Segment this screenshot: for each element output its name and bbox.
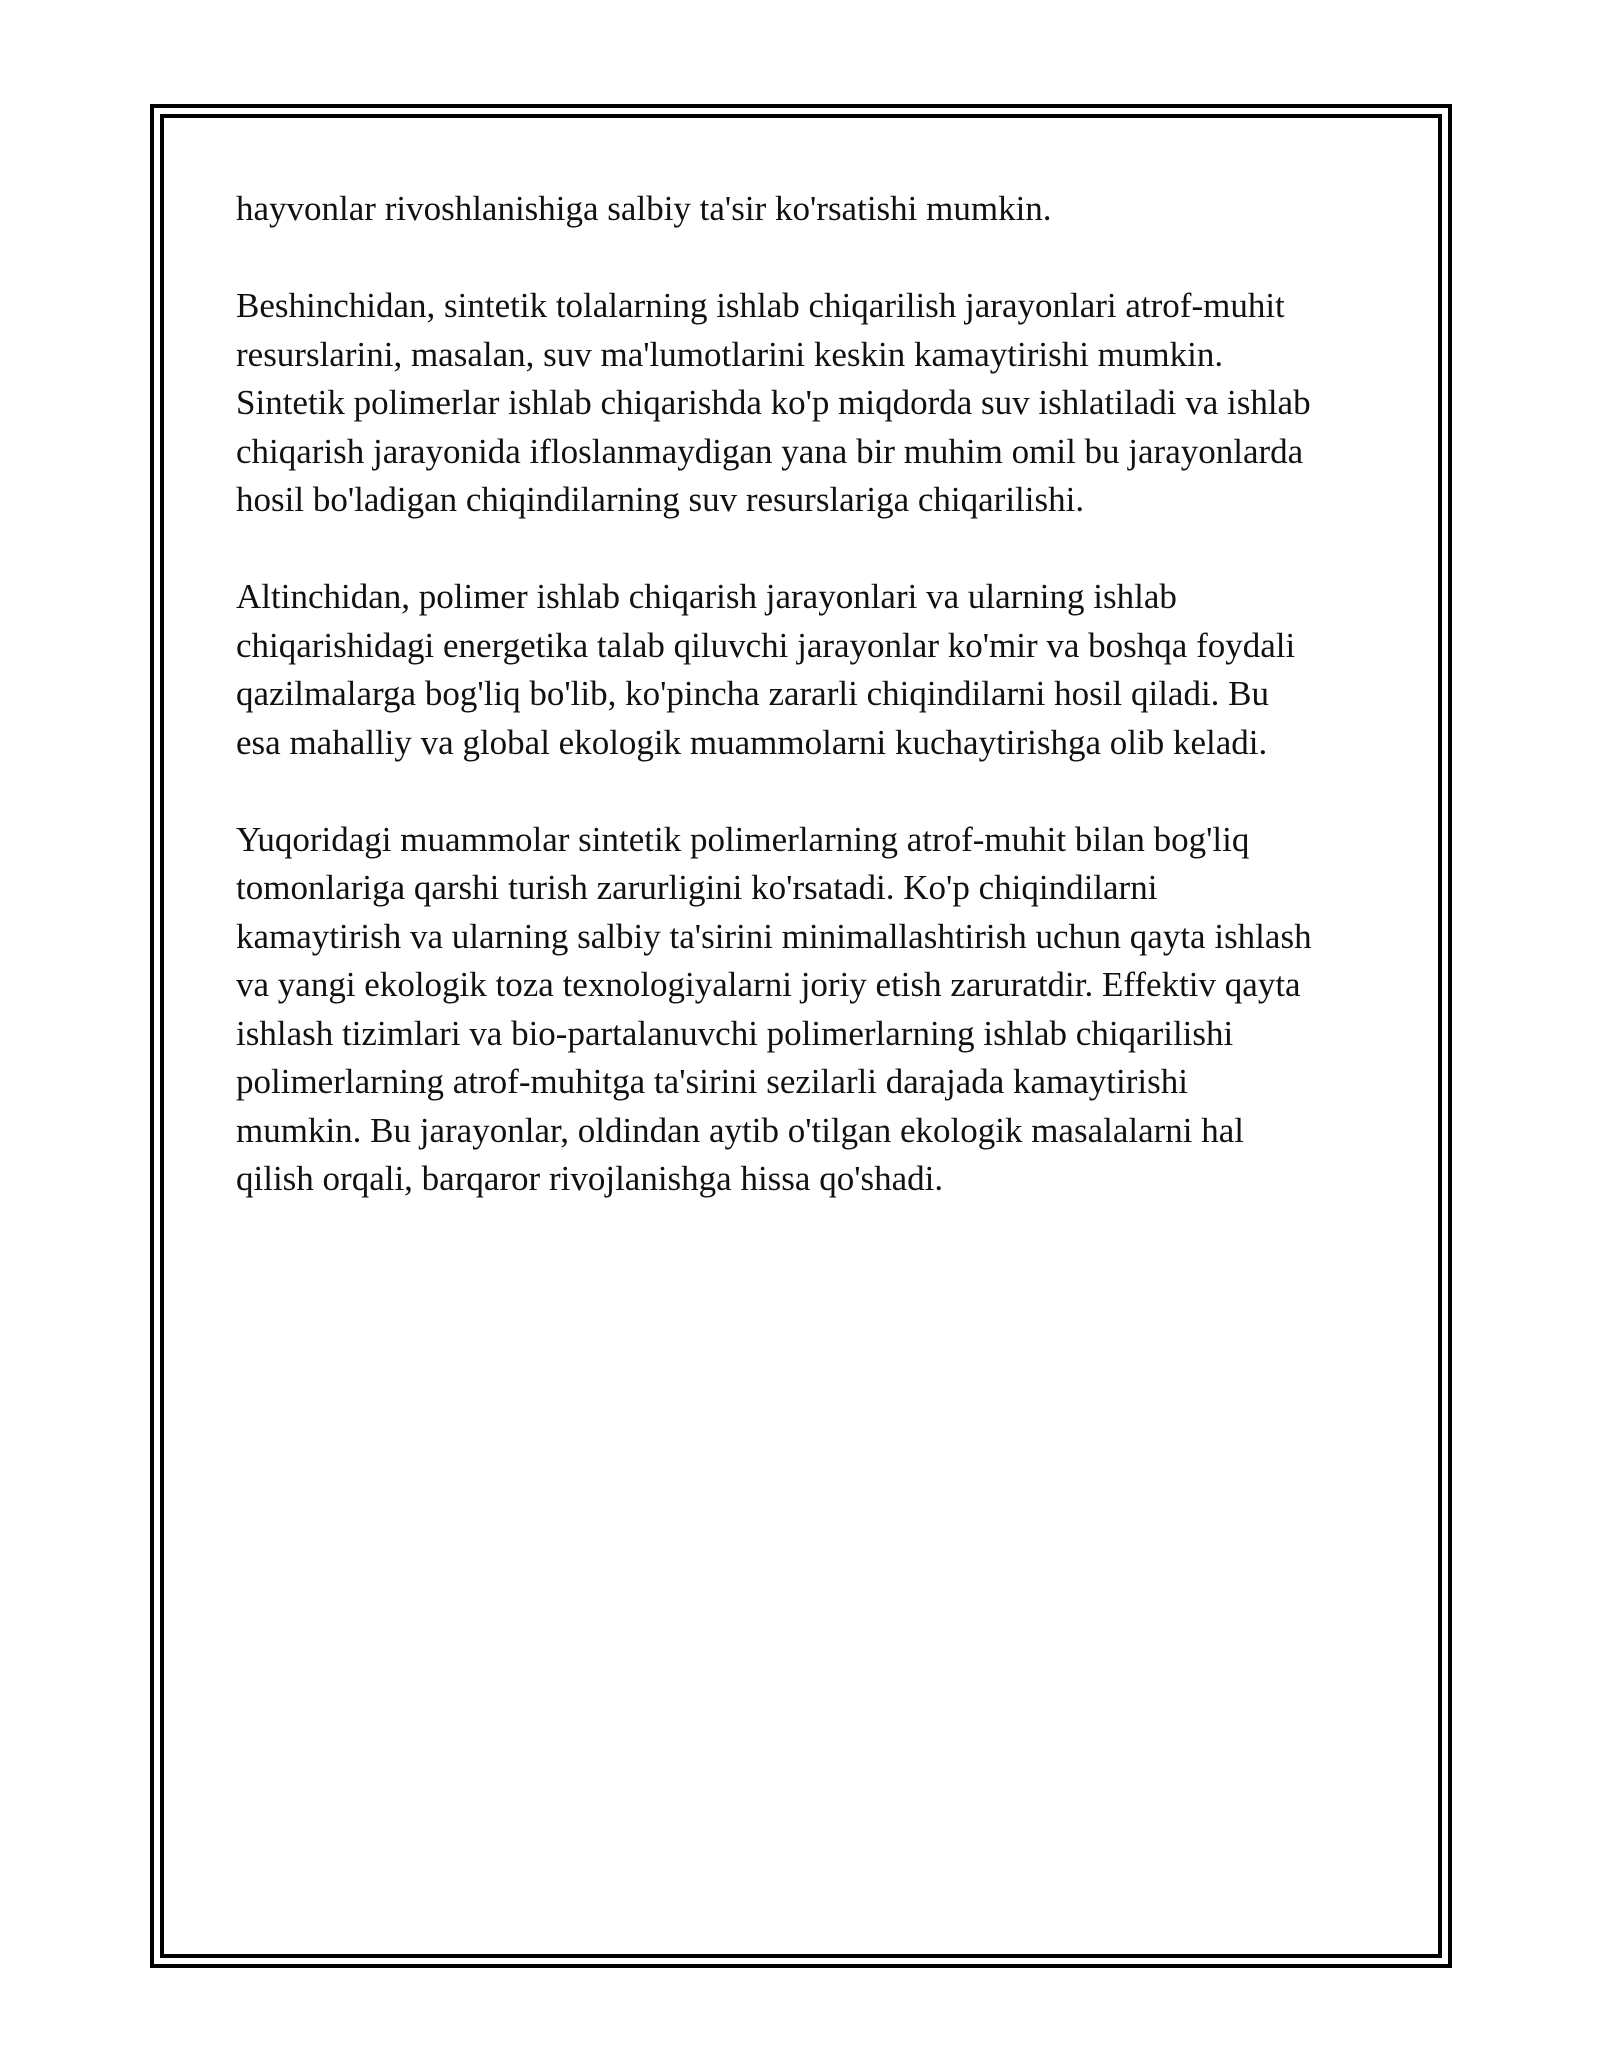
text-line: mumkin. Bu jarayonlar, oldindan aytib o'tilgan ekologik masalalarni hal (236, 1110, 1245, 1150)
paragraph-3 (236, 573, 1376, 767)
text-line: Yuqoridagi muammolar sintetik polimerlarning atrof-muhit bilan bog'liq (236, 819, 1250, 859)
text-line: chiqarish jarayonida ifloslanmaydigan yana bir muhim omil bu jarayonlarda (236, 431, 1304, 471)
text-line: resurslarini, masalan, suv ma'lumotlarini keskin kamaytirishi mumkin. (236, 334, 1224, 374)
text-line: qazilmalarga bog'liq bo'lib, ko'pincha zararli chiqindilarni hosil qiladi. Bu (236, 674, 1270, 713)
paragraph-2 (236, 282, 1376, 525)
document-body (236, 185, 1376, 1252)
text-line: tomonlariga qarshi turish zarurligini ko'rsatadi. Ko'p chiqindilarni (236, 868, 1158, 907)
paragraph-4 (236, 816, 1376, 1204)
text-line: Sintetik polimerlar ishlab chiqarishda ko'p miqdorda suv ishlatiladi va ishlab (236, 383, 1311, 422)
paragraph-1 (236, 185, 1376, 234)
text-line: kamaytirish va ularning salbiy ta'sirini minimallashtirish uchun qayta ishlash (236, 916, 1312, 956)
text-line: hosil bo'ladigan chiqindilarning suv resurslariga chiqarilishi. (236, 480, 1085, 519)
text-line: polimerlarning atrof-muhitga ta'sirini sezilarli darajada kamaytirishi (236, 1062, 1188, 1101)
text-line: hayvonlar rivoshlanishiga salbiy ta'sir ko'rsatishi mumkin. (236, 189, 1052, 228)
text-line: va yangi ekologik toza texnologiyalarni joriy etish zaruratdir. Effektiv qayta (236, 965, 1301, 1004)
text-line: Beshinchidan, sintetik tolalarning ishlab chiqarilish jarayonlari atrof-muhit (236, 286, 1285, 325)
text-line: chiqarishidagi energetika talab qiluvchi jarayonlar ko'mir va boshqa foydali (236, 625, 1296, 665)
text-line: ishlash tizimlari va bio-partalanuvchi polimerlarning ishlab chiqarilishi (236, 1013, 1234, 1053)
text-line: Altinchidan, polimer ishlab chiqarish jarayonlari va ularning ishlab (236, 577, 1177, 616)
text-line: qilish orqali, barqaror rivojlanishga hissa qo'shadi. (236, 1159, 944, 1198)
text-line: esa mahalliy va global ekologik muammolarni kuchaytirishga olib keladi. (236, 722, 1268, 762)
